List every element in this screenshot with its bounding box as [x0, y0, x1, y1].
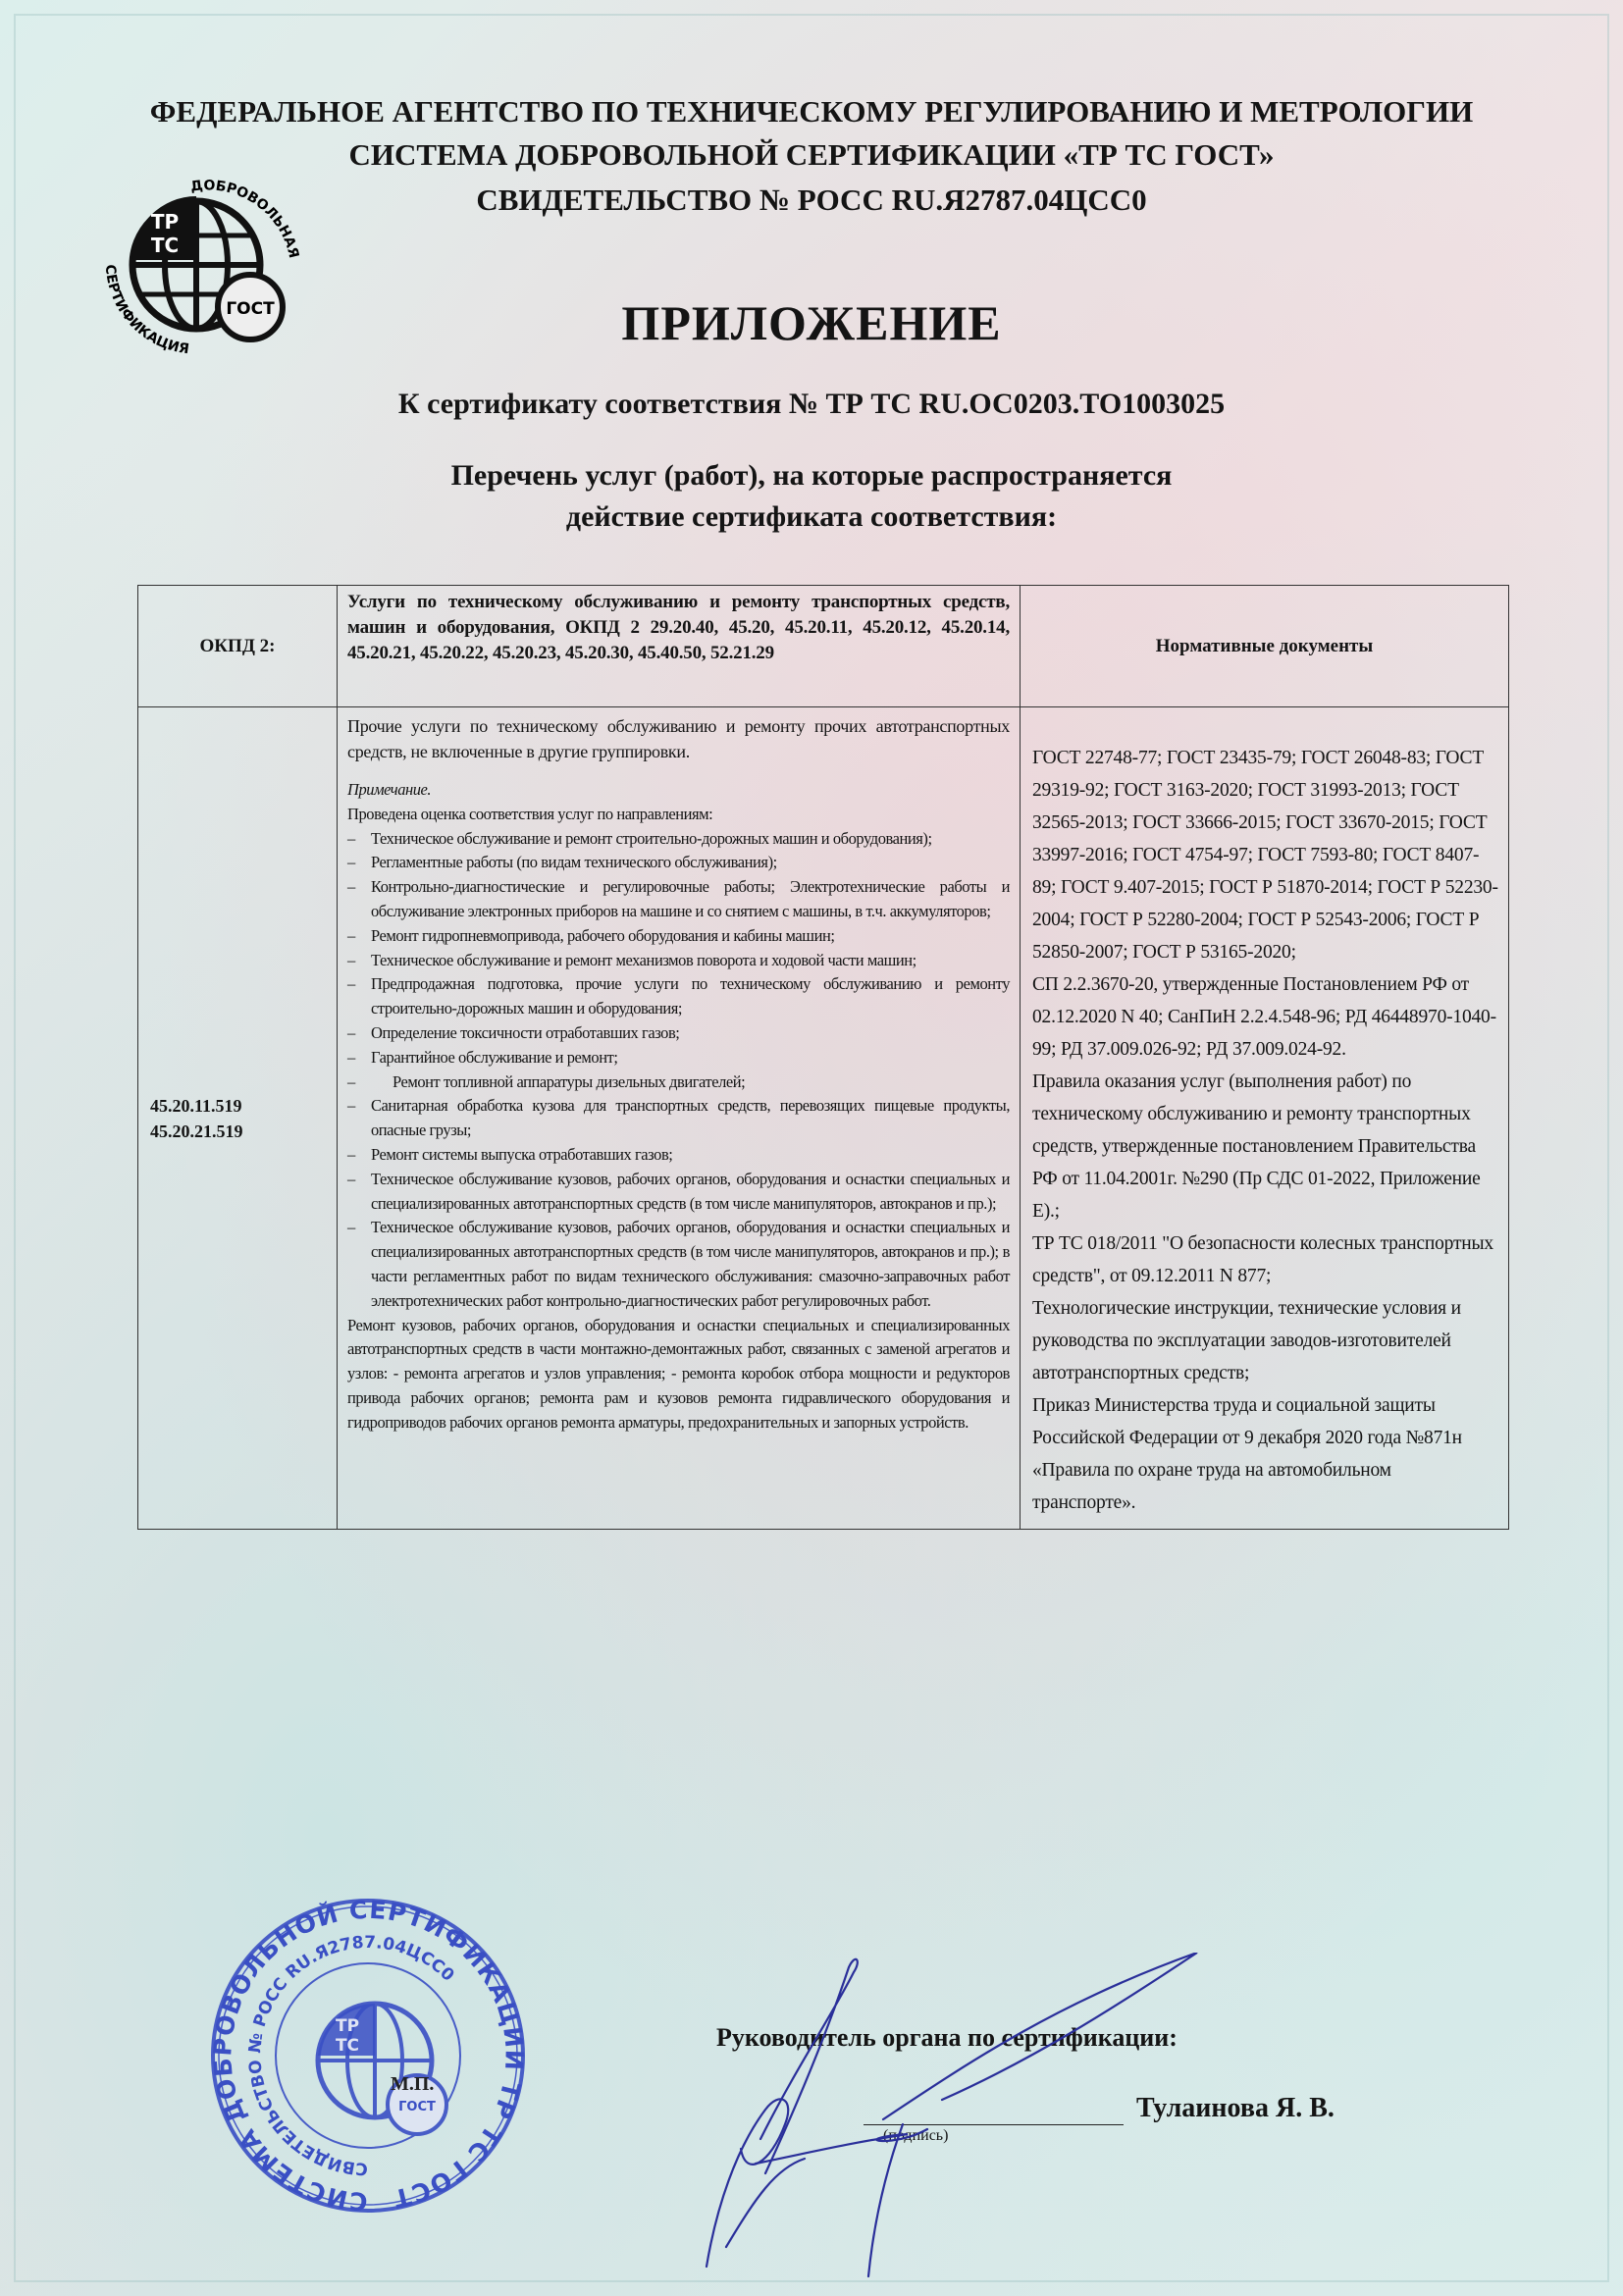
services-cell — [338, 707, 1021, 1530]
list-title-line1: Перечень услуг (работ), на которые распространяется — [450, 459, 1173, 492]
table-header-row — [138, 586, 1509, 707]
doc-entry: СП 2.2.3670-20, утвержденные Постановлением РФ от 02.12.2020 N 40; СанПиН 2.2.4.548-96; РД 46448970-1040-99; РД 37.009.026-92; РД 37.009.024-92. — [1032, 974, 1496, 1060]
okpd-code: 45.20.11.519 — [150, 1095, 242, 1116]
table-row — [138, 707, 1509, 1530]
note-intro: Проведена оценка соответствия услуг по направлениям: — [347, 804, 713, 823]
certificate-reference: К сертификату соответствия № ТР ТС RU.ОС0203.ТО1003025 — [397, 388, 1226, 420]
service-list-item: – Определение токсичности отработавших газов; — [347, 1021, 1010, 1046]
svg-text:ГОСТ: ГОСТ — [398, 2100, 436, 2114]
handwritten-signature — [648, 1953, 1227, 2286]
svg-text:СВИДЕТЕЛЬСТВО № РОСС RU.Я2787.: СВИДЕТЕЛЬСТВО № РОСС RU.Я2787.04ЦСС0 — [245, 1932, 458, 2179]
signature-caption: (подпись) — [883, 2127, 949, 2144]
header-services: Услуги по техническому обслуживанию и ремонту транспортных средств, машин и оборудования, ОКПД 2 29.20.40, 45.20, 45.20.11, 45.20.12, 45.20.14, 45.20.21, 45.20.22, 45.20.23, 45.20.30, 45.40.50, 52.21.29 — [338, 586, 1021, 707]
svg-text:ГОСТ: ГОСТ — [226, 299, 275, 319]
list-title-line2: действие сертификата соответствия: — [565, 500, 1058, 533]
service-list-item: – Ремонт гидропневмопривода, рабочего оборудования и кабины машин; — [347, 924, 1010, 949]
signatory-name: Тулаинова Я. В. — [1136, 2093, 1335, 2123]
doc-entry: ГОСТ 22748-77; ГОСТ 23435-79; ГОСТ 26048-83; ГОСТ 29319-92; ГОСТ 3163-2020; ГОСТ 31993-2013; ГОСТ 32565-2013; ГОСТ 33666-2015; ГОСТ 33670-2015; ГОСТ 33997-2016; ГОСТ 4754-97; ГОСТ 7593-80; ГОСТ 8407-89; ГОСТ 9.407-2015; ГОСТ Р 51870-2014; ГОСТ Р 52230-2004; ГОСТ Р 52280-2004; ГОСТ Р 52543-2006; ГОСТ Р 52850-2007; ГОСТ Р 53165-2020; — [1032, 748, 1498, 963]
certificate-number-heading: СВИДЕТЕЛЬСТВО № РОСС RU.Я2787.04ЦСС0 — [476, 183, 1147, 217]
svg-text:СЕРТИФИКАЦИЯ: СЕРТИФИКАЦИЯ — [101, 264, 190, 358]
service-list-item: – Техническое обслуживание и ремонт механизмов поворота и ходовой части машин; — [347, 949, 1010, 973]
svg-text:ДОБРОВОЛЬНАЯ: ДОБРОВОЛЬНАЯ — [189, 178, 302, 260]
header-normative-docs: Нормативные документы — [1021, 586, 1509, 707]
signatory-title: Руководитель органа по сертификации: — [716, 2023, 1178, 2052]
service-list-item: – Гарантийное обслуживание и ремонт; — [347, 1046, 1010, 1070]
service-list-item: – Контрольно-диагностические и регулировочные работы; Электротехнические работы и обслуживание электронных приборов на машине и со снятием с машины, в т.ч. аккумуляторов; — [347, 875, 1010, 924]
service-list-item: – Регламентные работы (по видам технического обслуживания); — [347, 851, 1010, 875]
service-list-item: – Техническое обслуживание кузовов, рабочих органов, оборудования и оснастки специальных и специализированных автотранспортных средств (в том числе манипуляторов, автокранов и пр.); — [347, 1168, 1010, 1217]
okpd-code: 45.20.21.519 — [150, 1121, 243, 1141]
note-label: Примечание. — [347, 780, 432, 799]
header-okpd: ОКПД 2: — [138, 586, 338, 707]
services-lead: Прочие услуги по техническому обслуживанию и ремонту прочих автотранспортных средств, не включенные в другие группировки. — [347, 716, 1010, 761]
page-title: ПРИЛОЖЕНИЕ — [621, 295, 1002, 350]
agency-heading: ФЕДЕРАЛЬНОЕ АГЕНТСТВО ПО ТЕХНИЧЕСКОМУ РЕГУЛИРОВАНИЮ И МЕТРОЛОГИИ — [149, 94, 1474, 129]
service-list-item: – Техническое обслуживание и ремонт строительно-дорожных машин и оборудования); — [347, 827, 1010, 852]
repair-paragraph: Ремонт кузовов, рабочих органов, оборудования и оснастки специальных и специализированных автотранспортных средств в части монтажно-демонтажных работ, связанных с заменой агрегатов и узлов: - ремонта агрегатов и узлов управления; - ремонта коробок отбора мощности и редукторов привода рабочих органов; ремонта рам и кузовов ремонта гидравлического оборудования и гидроприводов рабочих органов ремонта арматуры, предохранительных и запорных устройств. — [347, 1315, 1010, 1432]
service-list-item: – Ремонт топливной аппаратуры дизельных двигателей; — [347, 1070, 1010, 1095]
doc-entry: Технологические инструкции, технические условия и руководства по эксплуатации заводов-изготовителей автотранспортных средств; — [1032, 1298, 1461, 1383]
doc-entry: Правила оказания услуг (выполнения работ) по техническому обслуживанию и ремонту транспортных средств, утвержденные постановлением Правительства РФ от 11.04.2001г. №290 (Пр СДС 01-2022, Приложение Е).; — [1032, 1071, 1481, 1222]
service-list-item: – Предпродажная подготовка, прочие услуги по техническому обслуживанию и ремонту строительно-дорожных машин и оборудования; — [347, 972, 1010, 1021]
svg-text:ТС: ТС — [150, 234, 180, 257]
svg-text:ТС: ТС — [335, 2036, 360, 2056]
services-table — [137, 585, 1509, 1530]
service-list-item: – Ремонт системы выпуска отработавших газов; — [347, 1143, 1010, 1168]
svg-text:ТР: ТР — [150, 210, 180, 234]
doc-entry: ТР ТС 018/2011 "О безопасности колесных транспортных средств", от 09.12.2011 N 877; — [1032, 1233, 1493, 1286]
doc-entry: Приказ Министерства труда и социальной защиты Российской Федерации от 9 декабря 2020 года №871н «Правила по охране труда на автомобильном транспорте». — [1032, 1395, 1462, 1513]
normative-docs-cell — [1021, 707, 1509, 1530]
system-heading: СИСТЕМА ДОБРОВОЛЬНОЙ СЕРТИФИКАЦИИ «ТР ТС ГОСТ» — [348, 137, 1275, 172]
svg-text:ТР: ТР — [335, 2016, 360, 2036]
service-list-item: – Техническое обслуживание кузовов, рабочих органов, оборудования и оснастки специальных и специализированных автотранспортных средств (в том числе манипуляторов, автокранов и пр.); в части регламентных работ по видам технического обслуживания: смазочно-заправочных работ электротехнических работ контрольно-диагностических работ регулировочных работ. — [347, 1216, 1010, 1313]
svg-text:СИСТЕМА ДОБРОВОЛЬНОЙ СЕРТИФИКА: СИСТЕМА ДОБРОВОЛЬНОЙ СЕРТИФИКАЦИИ ТР ТС ГОСТ — [208, 1895, 529, 2217]
certification-stamp — [206, 1894, 530, 2218]
services-list — [347, 827, 1010, 1314]
okpd-codes — [138, 707, 338, 1530]
service-list-item: – Санитарная обработка кузова для транспортных средств, перевозящих пищевые продукты, опасные грузы; — [347, 1094, 1010, 1143]
mp-label: М.П. — [391, 2073, 435, 2095]
